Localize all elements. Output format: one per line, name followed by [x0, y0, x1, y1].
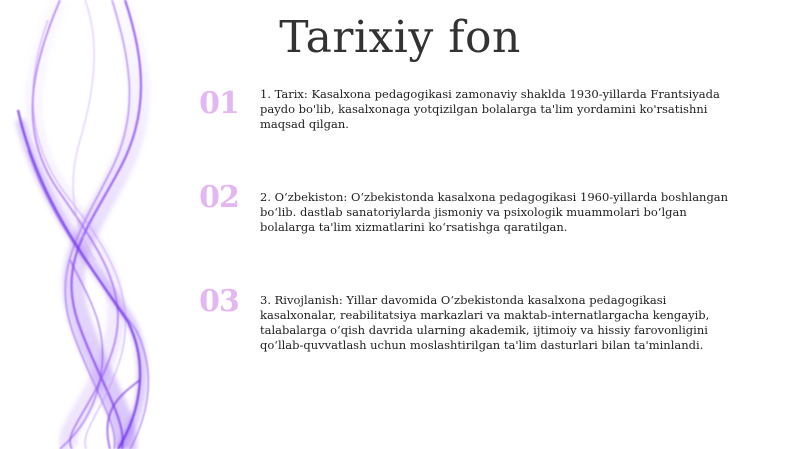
item-number-01: 01	[199, 86, 239, 121]
item-number-03: 03	[199, 284, 239, 319]
item-number-02: 02	[199, 180, 239, 215]
item-text-development: 3. Rivojlanish: Yillar davomida O‘zbekistonda kasalxona pedagogikasi kasalxonalar, reabilitatsiya markazlari va maktab-internatlargacha kengayib, talabalarga o‘qish davrida ularning akademik, ijtimoiy va hissiy farovonligini qo‘llab-quvvatlash uchun moslashtirilgan ta'lim dasturlari bilan ta'minlandi.	[260, 293, 710, 352]
slide-title: Tarixiy fon	[279, 12, 521, 63]
item-text-history: 1. Tarix: Kasalxona pedagogikasi zamonaviy shaklda 1930-yillarda Frantsiyada paydo bo'lib, kasalxonaga yotqizilgan bolalarga ta'lim yordamini ko'rsatishni maqsad qilgan.	[260, 87, 720, 131]
item-text-uzbekistan: 2. O‘zbekiston: O‘zbekistonda kasalxona pedagogikasi 1960-yillarda boshlangan bo‘lib. dastlab sanatoriylarda jismoniy va psixologik muammolari bo‘lgan bolalarga ta'lim xizmatlarini ko‘rsatishga qaratilgan.	[260, 190, 729, 234]
purple-smoke-decoration	[0, 0, 200, 449]
